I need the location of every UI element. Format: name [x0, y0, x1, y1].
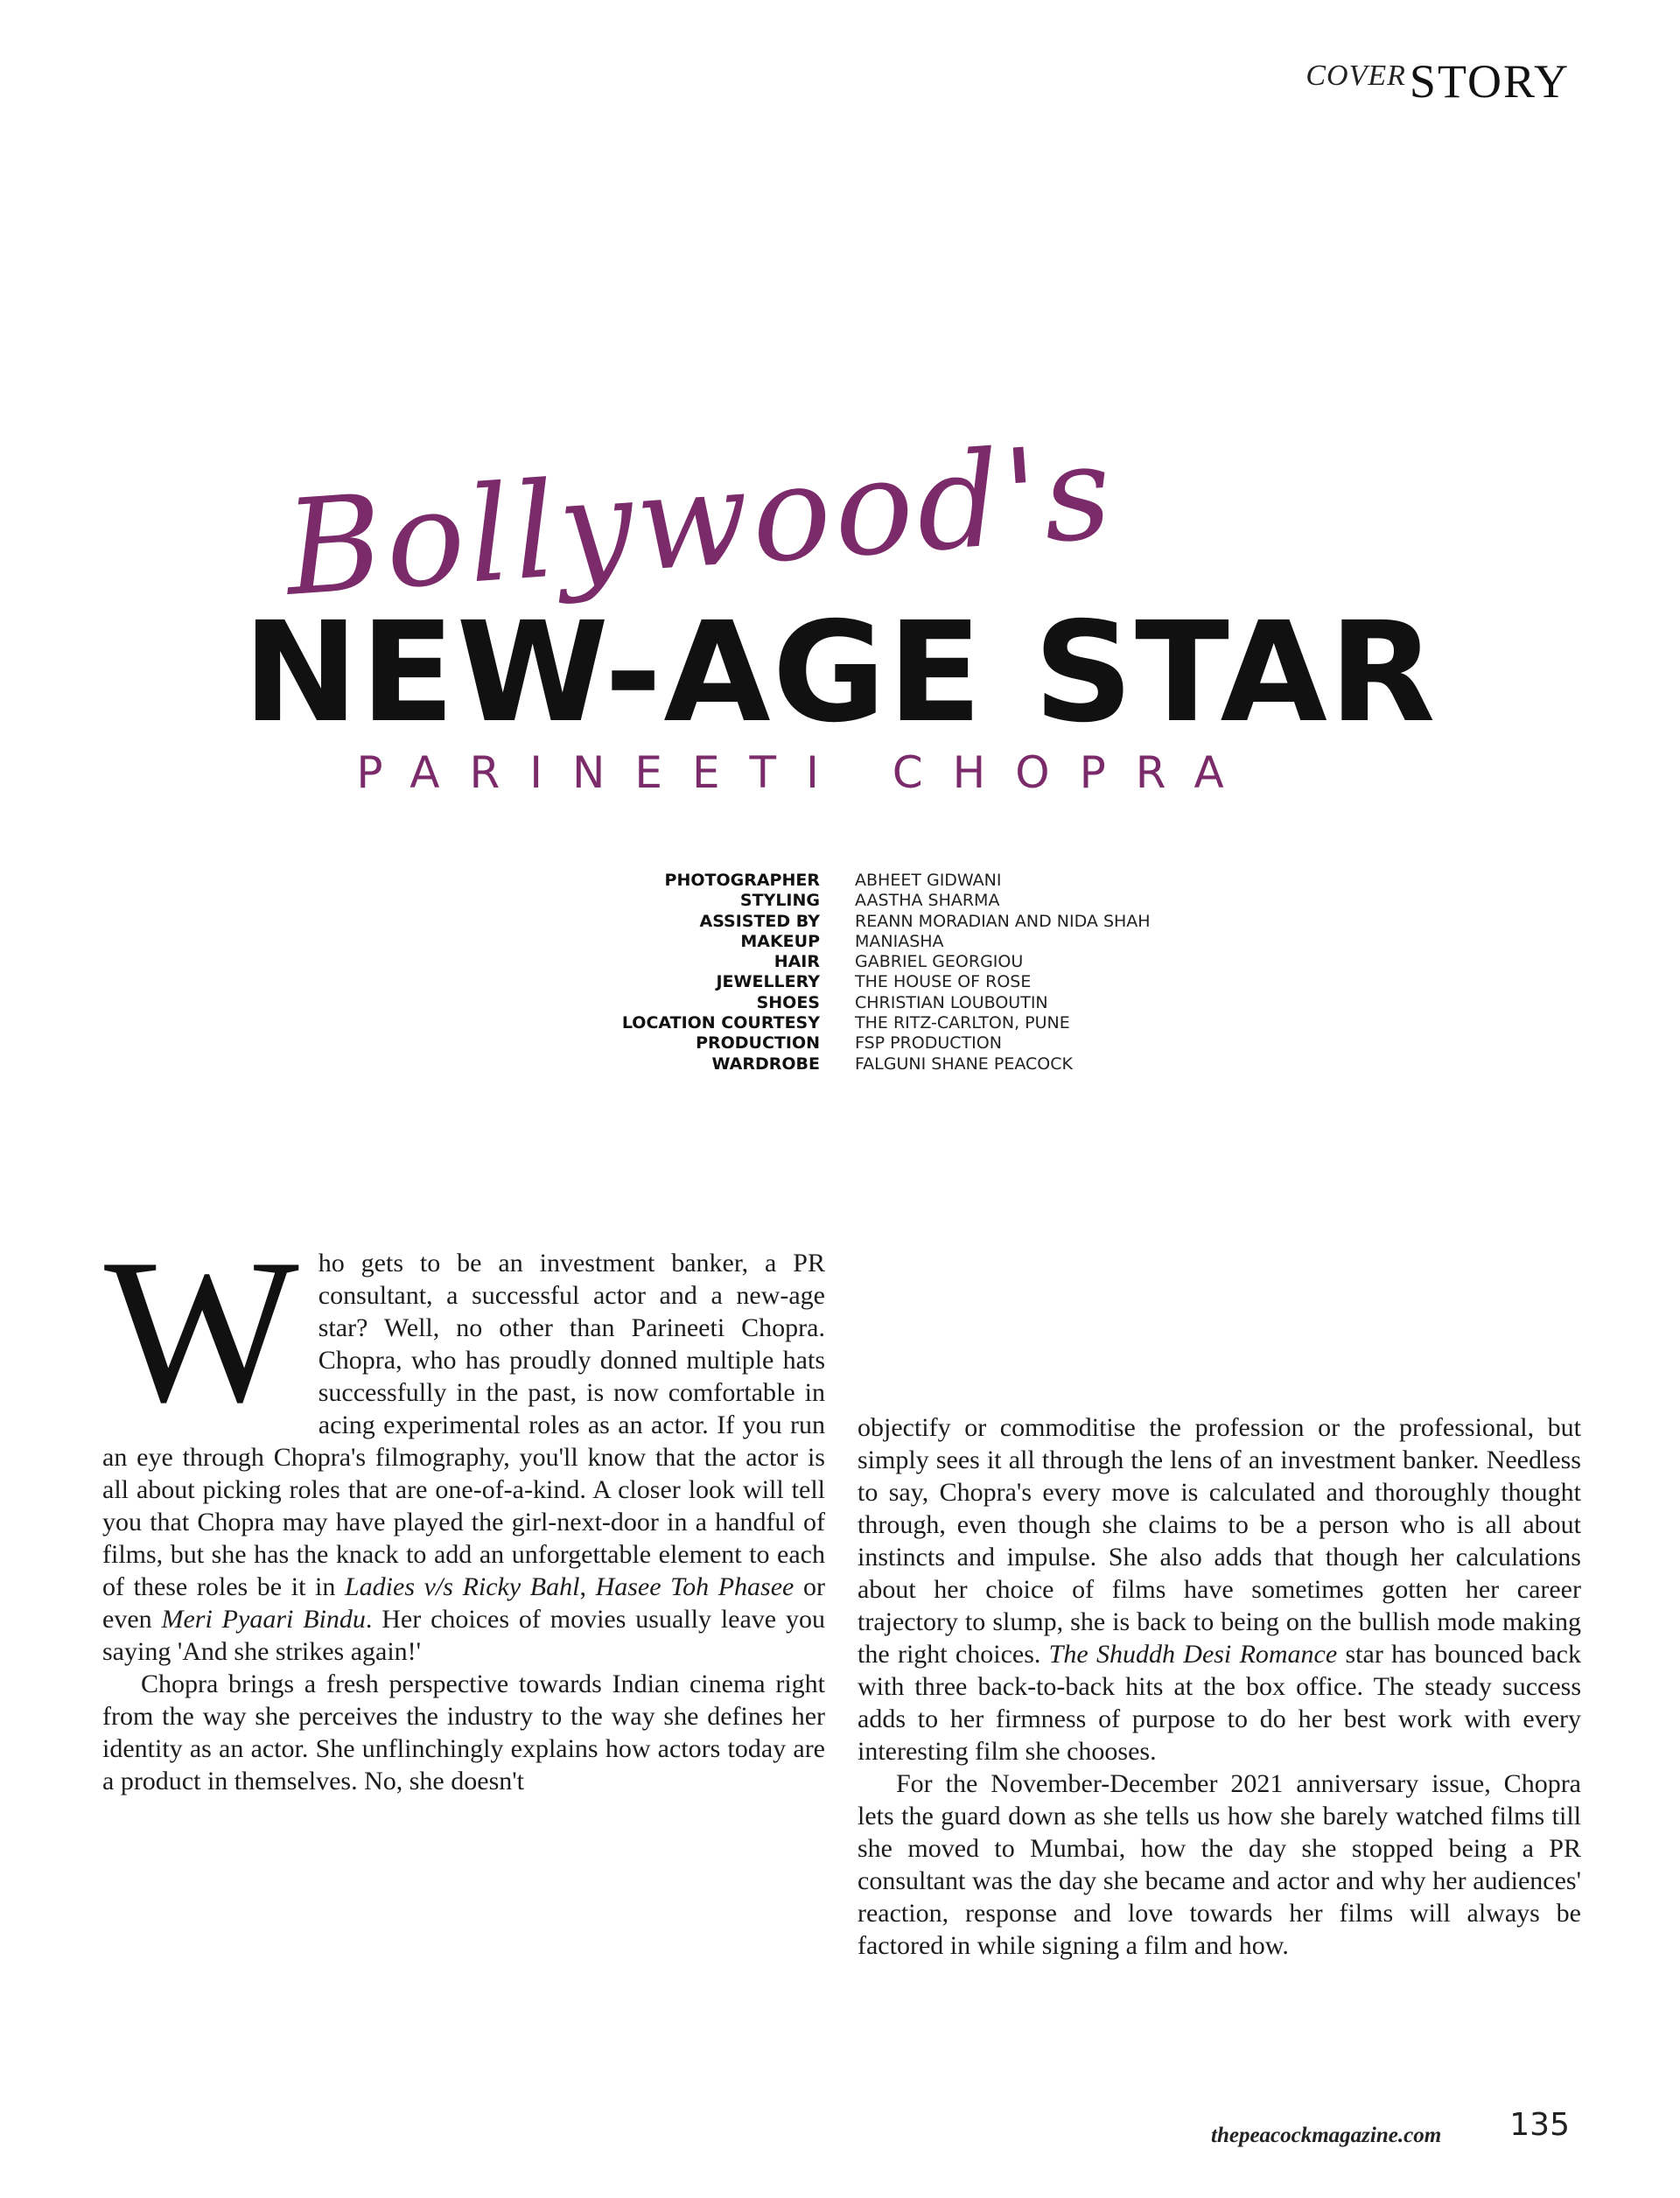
article-paragraph — [858, 1411, 1581, 1768]
section-label — [1306, 54, 1570, 108]
credit-value: GABRIEL GEORGIOU — [855, 952, 1024, 972]
credits-block — [525, 871, 1312, 1074]
credit-value: FSP PRODUCTION — [855, 1033, 1002, 1054]
credit-role: JEWELLERY — [716, 972, 820, 992]
credit-row — [525, 1033, 1312, 1054]
credit-role: PHOTOGRAPHER — [664, 871, 820, 890]
credit-value: THE HOUSE OF ROSE — [855, 972, 1032, 992]
paragraph-text: objectify or commoditise the profession or the professional, but simply sees it all through the lens of an investment banker. Needless to say, Chopra's every move is calculated and thoroughly thought through, even though she claims to be a person who is all about instincts and impulse. She also adds that though her calculations about her choice of films have sometimes gotten her career trajectory to slump, she is back to being on the bullish mode making the right choices. — [858, 1413, 1581, 1669]
credit-role: WARDROBE — [711, 1054, 820, 1074]
credit-role: MAKEUP — [740, 931, 820, 951]
paragraph-text: or even — [102, 1572, 825, 1634]
credit-role: HAIR — [774, 952, 820, 972]
credit-row — [525, 932, 1312, 952]
article-paragraph: Chopra brings a fresh perspective towards Indian cinema right from the way she perceives the industry to the way she defines her identity as an actor. She unflinchingly explains how actors today are a product in themselves. No, she doesn't — [102, 1670, 825, 1796]
credit-role: SHOES — [756, 992, 820, 1012]
section-label-story: STORY — [1409, 55, 1570, 108]
section-label-cover: COVER — [1306, 60, 1406, 92]
film-title: Meri Pyaari Bindu — [161, 1605, 366, 1634]
paragraph-text: star has bounced back with three back-to-back hits at the box office. The steady success adds to her firmness of purpose to do her best work with every interesting film she chooses. — [858, 1640, 1581, 1766]
article-column-right — [858, 1411, 1581, 1962]
main-title: NEW-AGE STAR — [242, 592, 1438, 753]
article-column-left — [102, 1217, 825, 1797]
credit-role: STYLING — [739, 891, 820, 911]
footer-website: thepeacockmagazine.com — [1211, 2124, 1442, 2147]
paragraph-text: ho gets to be an investment banker, a PR consultant, a successful actor and a new-age star? Well, no other than Parineeti Chopra. Chopra, who has proudly donned multiple hats successfully in the past, is now comfortable in acing experimental roles as an actor. If you run an eye through Chopra's filmography, you'll know that the actor is all about picking roles that are one-of-a-kind. A closer look will tell you that Chopra may have played the girl-next-door in a handful of films, but she has the knack to add an unforgettable element to each of these roles be it in — [102, 1249, 825, 1601]
credit-value: ABHEET GIDWANI — [855, 871, 1002, 890]
credit-row — [525, 891, 1312, 911]
credit-row — [525, 1013, 1312, 1033]
credit-value: THE RITZ-CARLTON, PUNE — [855, 1013, 1070, 1033]
film-title: Hasee Toh Phasee — [595, 1572, 794, 1601]
credit-value: CHRISTIAN LOUBOUTIN — [855, 992, 1048, 1012]
credit-value: FALGUNI SHANE PEACOCK — [855, 1054, 1073, 1074]
film-title: Ladies v/s Ricky Bahl — [345, 1572, 580, 1601]
credit-row — [525, 871, 1312, 891]
page-number: 135 — [1509, 2107, 1570, 2143]
credit-value: REANN MORADIAN AND NIDA SHAH — [855, 911, 1151, 931]
credit-value: AASTHA SHARMA — [855, 891, 1000, 911]
drop-cap: W — [104, 1217, 299, 1446]
credit-row — [525, 1054, 1312, 1074]
credit-value: MANIASHA — [855, 931, 944, 951]
credit-row — [525, 972, 1312, 992]
film-title: The Shuddh Desi Romance — [1048, 1640, 1338, 1669]
article-paragraph: For the November-December 2021 anniversary issue, Chopra lets the guard down as she tells us how she barely watched films till she moved to Mumbai, how the day she stopped being a PR consultant was the day she became and actor and why her audiences' reaction, response and love towards her films will always be factored in while signing a film and how. — [858, 1769, 1581, 1960]
credit-role: PRODUCTION — [696, 1033, 820, 1054]
credit-role: LOCATION COURTESY — [621, 1013, 820, 1033]
credit-row — [525, 993, 1312, 1013]
article-paragraph — [102, 1217, 825, 1668]
subject-name: PARINEETI CHOPRA — [356, 747, 1254, 798]
credit-row — [525, 912, 1312, 932]
credit-row — [525, 952, 1312, 972]
script-title: Bollywood's — [280, 416, 1120, 626]
paragraph-text: . Her choices of movies usually leave you saying 'And she strikes again!' — [102, 1605, 825, 1666]
credit-role: ASSISTED BY — [699, 911, 820, 931]
paragraph-text: , — [579, 1572, 596, 1601]
